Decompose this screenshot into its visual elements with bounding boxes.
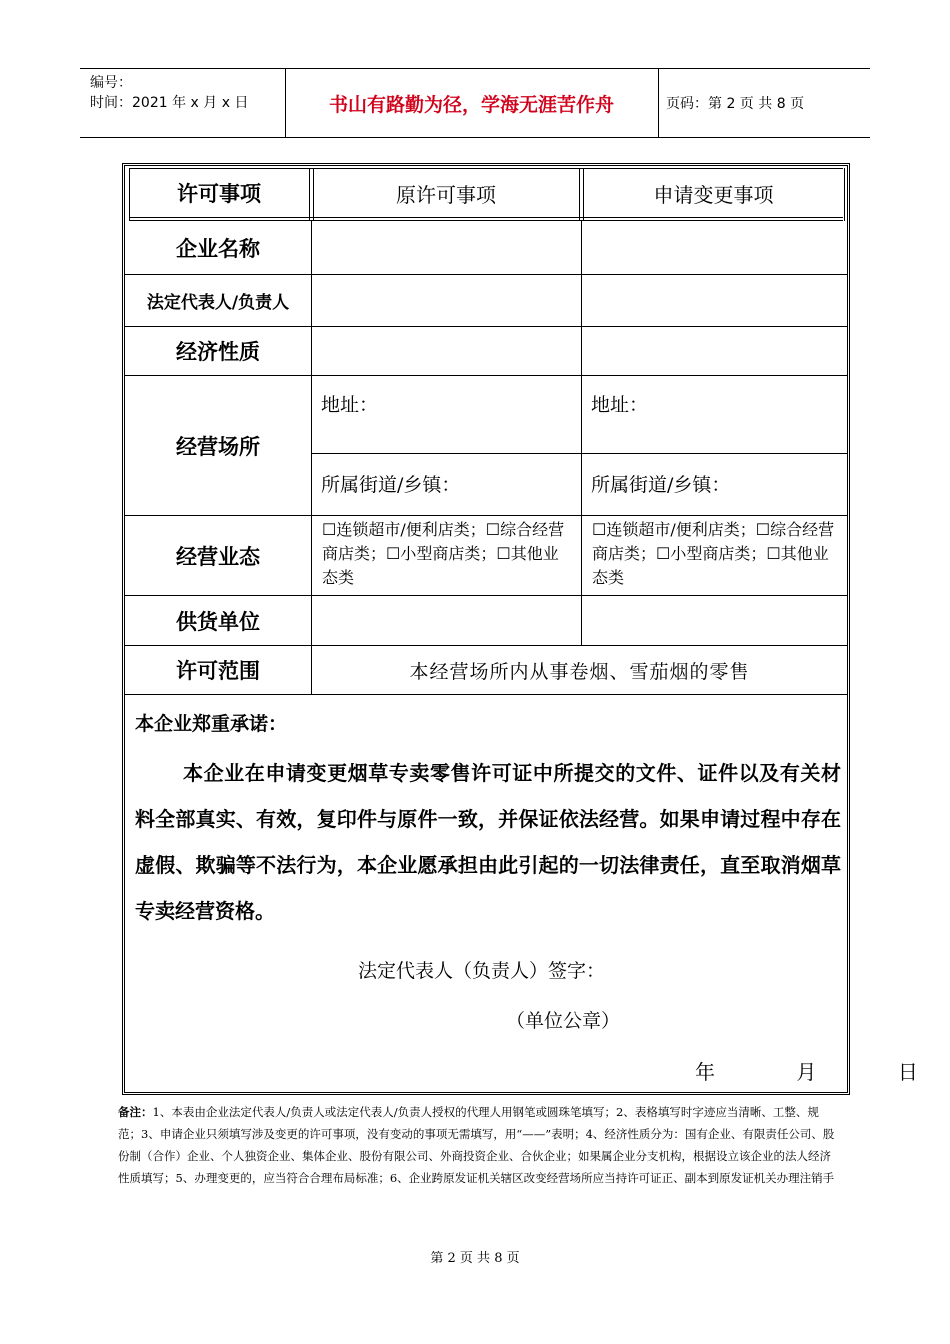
business-format-change-options[interactable]: ☐连锁超市/便利店类；☐综合经营商店类；☐小型商店类；☐其他业态类 xyxy=(592,520,835,587)
notes-text: 1、本表由企业法定代表人/负责人或法定代表人/负责人授权的代理人用钢笔或圆珠笔填写；2、表格填写时字迹应当清晰、工整、规范；3、申请企业只须填写涉及变更的许可事项，没有变动的事项无需填写，用“——”表明；4、经济性质分为：国有企业、有限责任公司、股份制（合作）企业、个人独资企业、集体企业、股份有限公司、外商投资企业、合伙企业；如果属企业分支机构，根据设立该企业的法人经济性质填写；5、办理变更的，应当符合合理布局标准；6、企业跨原发证机关辖区改变经营场所应当持许可证正、副本到原发证机关办理注销手 xyxy=(118,1105,835,1185)
number-label: 编号： xyxy=(90,75,132,91)
legal-rep-original-field[interactable] xyxy=(312,275,581,326)
pledge-title: 本企业郑重承诺： xyxy=(135,713,288,735)
address-original-field[interactable]: 地址： xyxy=(321,394,379,416)
legal-rep-change-field[interactable] xyxy=(582,275,847,326)
economic-nature-change-field[interactable] xyxy=(582,327,847,375)
date-label: 年 月 日 xyxy=(695,1060,918,1084)
pledge-body: 本企业在申请变更烟草专卖零售许可证中所提交的文件、证件以及有关材料全部真实、有效，复印件与原件一致，并保证依法经营。如果申请过程中存在虚假、欺骗等不法行为，本企业愿承担由此引起的一切法律责任，直至取消烟草专卖经营资格。 xyxy=(135,761,841,923)
economic-nature-original-field[interactable] xyxy=(312,327,581,375)
row-label-economic-nature: 经济性质 xyxy=(176,340,260,364)
business-format-original-options[interactable]: ☐连锁超市/便利店类；☐综合经营商店类；☐小型商店类；☐其他业态类 xyxy=(322,520,565,587)
row-label-company-name: 企业名称 xyxy=(176,236,260,261)
page-info: 页码：第 2 页 共 8 页 xyxy=(666,96,805,112)
address-change-field[interactable]: 地址： xyxy=(591,394,649,416)
col-header-change: 申请变更事项 xyxy=(653,182,774,207)
seal-label: （单位公章） xyxy=(506,1010,621,1032)
street-original-field[interactable]: 所属街道/乡镇： xyxy=(321,474,461,496)
notes xyxy=(118,1101,840,1189)
row-label-legal-rep: 法定代表人/负责人 xyxy=(146,293,290,313)
street-change-field[interactable]: 所属街道/乡镇： xyxy=(591,474,731,496)
col-header-item: 许可事项 xyxy=(177,182,261,206)
page-footer: 第 2 页 共 8 页 xyxy=(430,1251,520,1266)
header-meta xyxy=(90,73,248,113)
row-label-license-scope: 许可范围 xyxy=(176,659,260,683)
company-name-change-field[interactable] xyxy=(582,221,847,274)
motto: 书山有路勤为径，学海无涯苦作舟 xyxy=(328,93,614,116)
notes-label: 备注： xyxy=(118,1105,153,1119)
supplier-original-field[interactable] xyxy=(312,596,581,645)
col-header-original: 原许可事项 xyxy=(396,182,496,207)
row-label-business-place: 经营场所 xyxy=(176,434,260,459)
document-header xyxy=(80,68,870,138)
row-label-supplier: 供货单位 xyxy=(176,609,260,634)
license-change-form xyxy=(122,163,918,1095)
supplier-change-field[interactable] xyxy=(582,596,847,645)
license-scope-value: 本经营场所内从事卷烟、雪茄烟的零售 xyxy=(409,660,750,683)
company-name-original-field[interactable] xyxy=(312,221,581,274)
row-label-business-format: 经营业态 xyxy=(176,544,260,569)
time-label: 时间：2021 年 x 月 x 日 xyxy=(90,95,249,111)
signature-label: 法定代表人（负责人）签字： xyxy=(358,960,606,982)
